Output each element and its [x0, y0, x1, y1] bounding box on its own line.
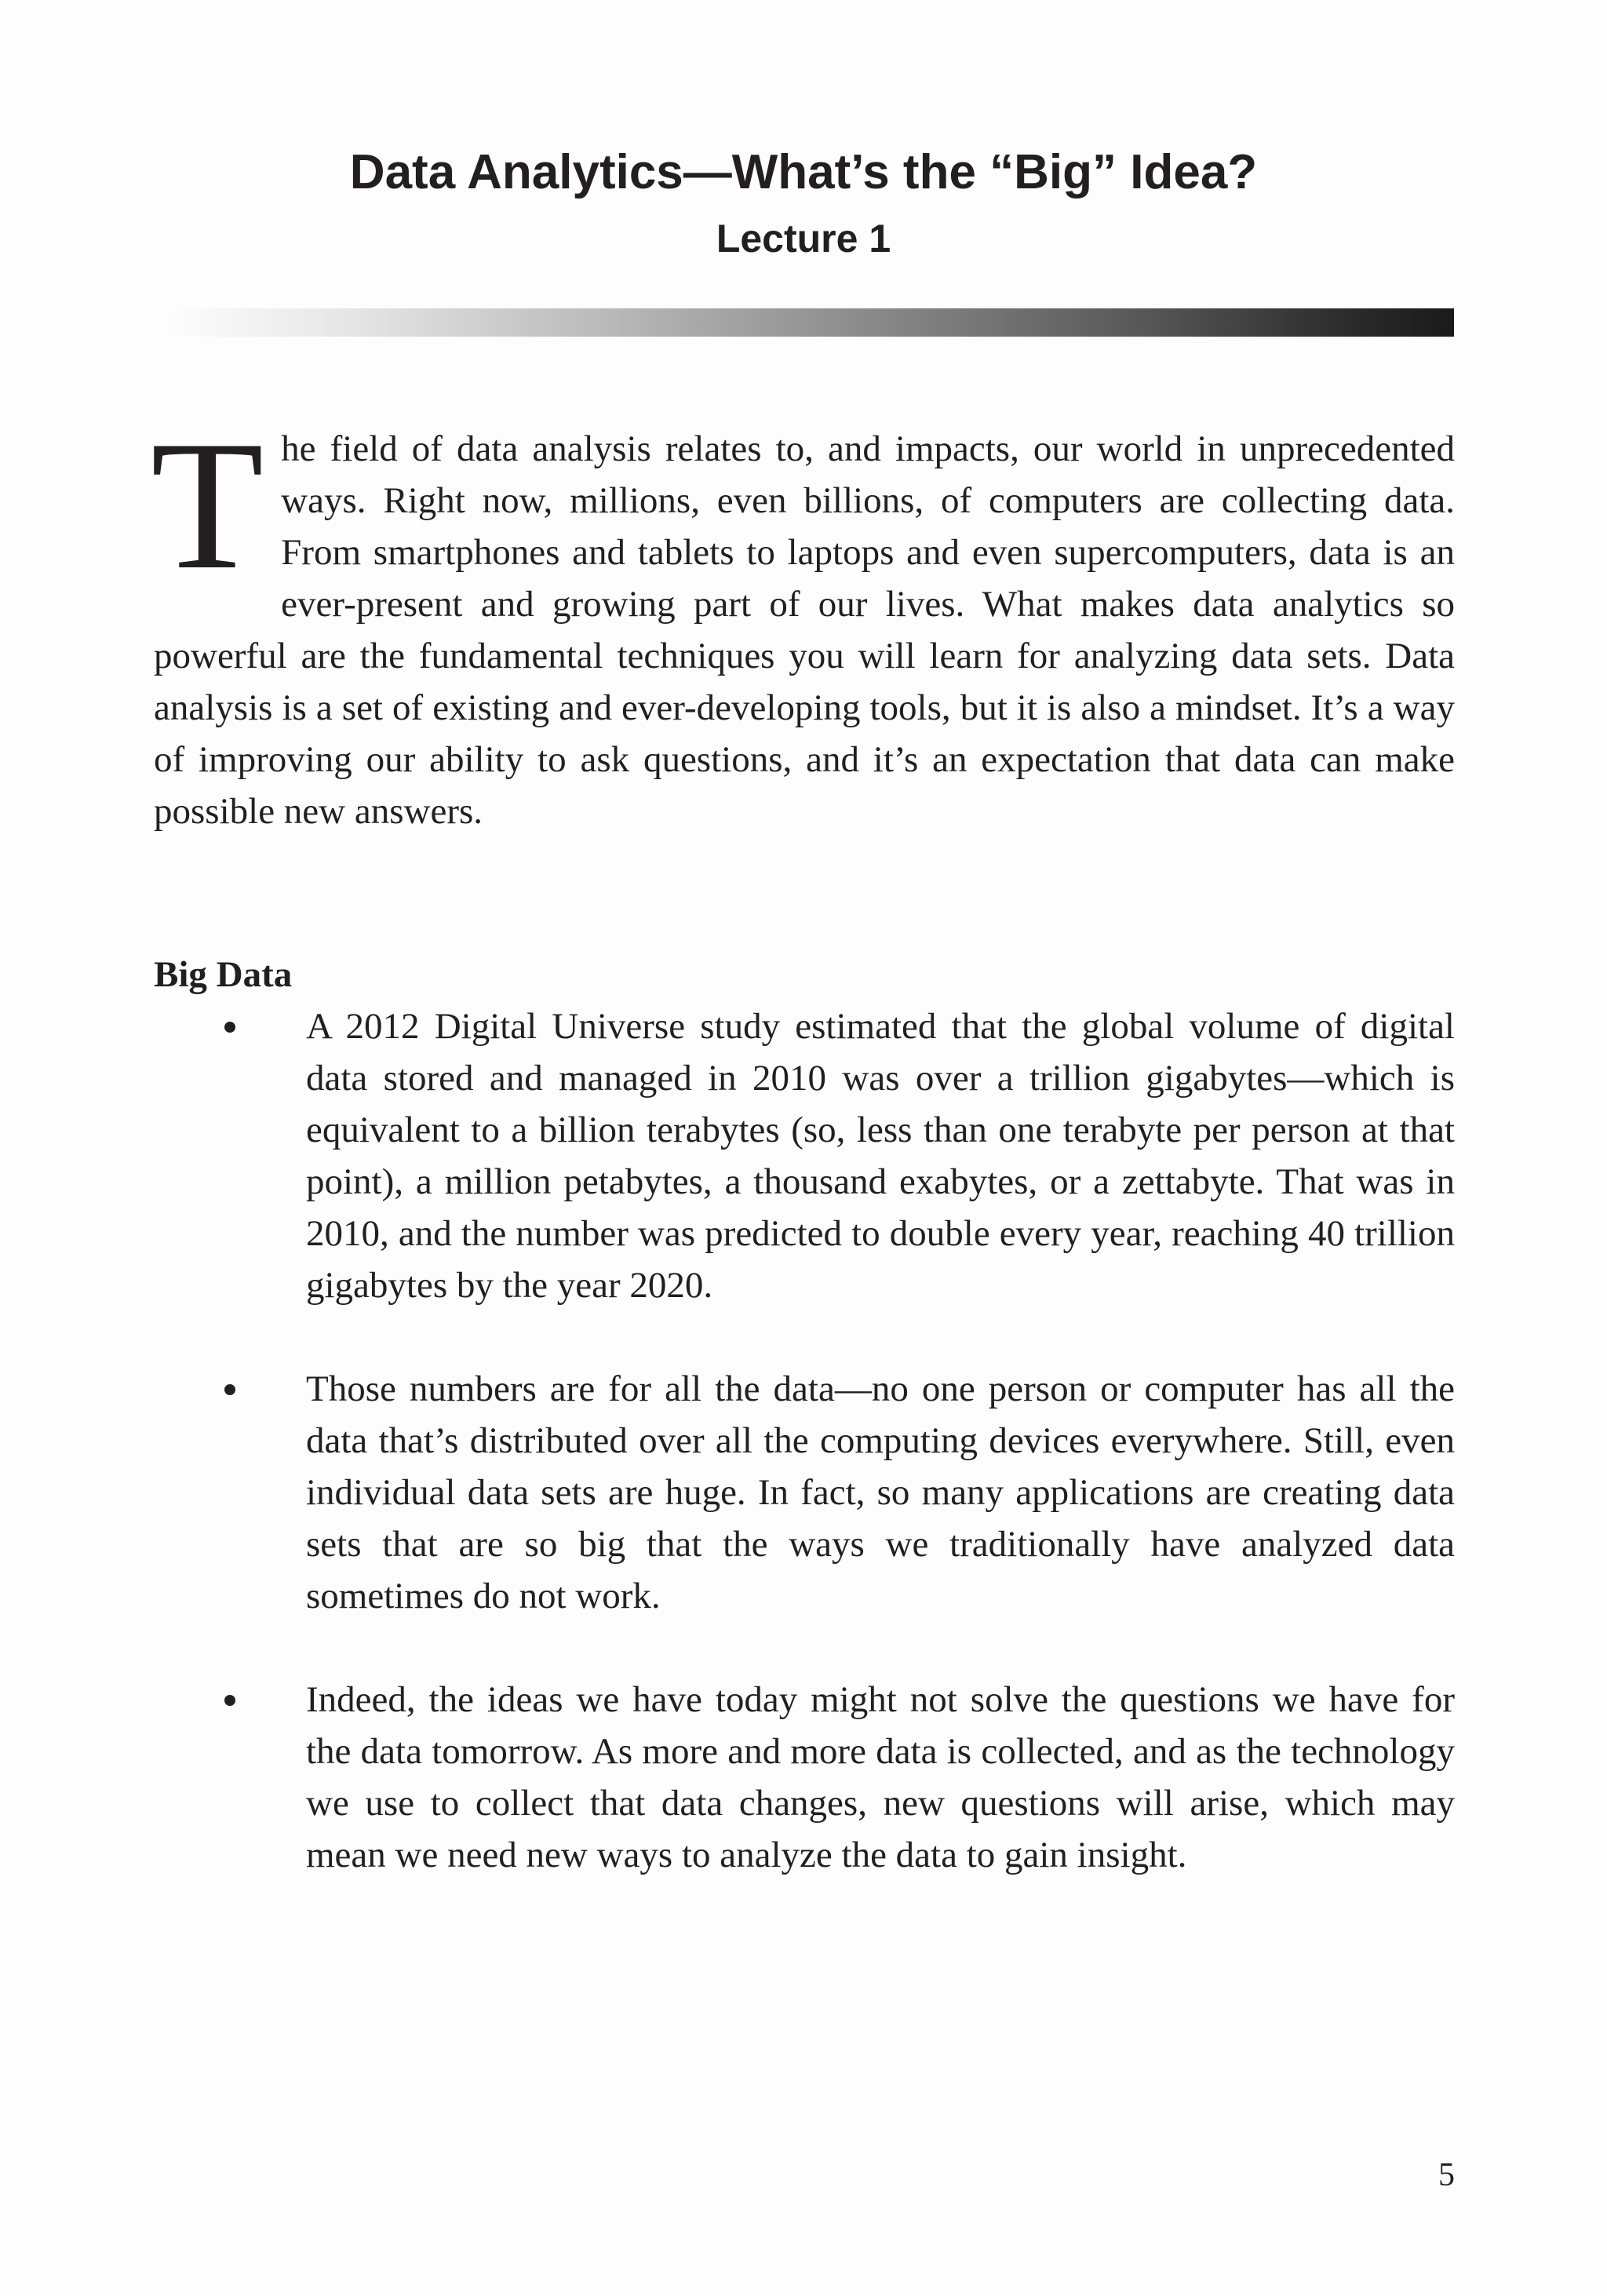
intro-paragraph: [151, 403, 1455, 837]
bullet-icon: [224, 1022, 235, 1033]
list-item-text: A 2012 Digital Universe study estimated that the global volume of digital data stored and managed in 2010 was over a trillion gigabytes—which is equivalent to a billion terabytes (so, less than one terabyte per person at that point), a million petabytes, a thousand exabytes, or a zettabyte. That was in 2010, and the number was predicted to double every year, reaching 40 trillion gigabytes by the year 2020.: [306, 1006, 1455, 1306]
bullet-icon: [224, 1384, 235, 1395]
list-item: [154, 1000, 1455, 1311]
list-item-text: Indeed, the ideas we have today might not solve the questions we have for the data tomorrow. As more and more data is collected, and as the technology we use to collect that data changes, new questions will arise, which may mean we need new ways to analyze the data to gain insight.: [306, 1679, 1455, 1875]
list-item: [154, 1363, 1455, 1622]
page-title: Data Analytics—What’s the “Big” Idea?: [349, 145, 1258, 199]
intro-text: he field of data analysis relates to, and impacts, our world in unprecedented ways. Right now, millions, even billions, of computers are collecting data. From smartphones and tablets to laptops and even supercomputers, data is an ever-present and growing part of our lives. What makes data analytics so powerful are the fundamental techniques you will learn for analyzing data sets. Data analysis is a set of existing and ever-developing tools, but it is also a mindset. It’s a way of improving our ability to ask questions, and it’s an expectation that data can make possible new answers.: [154, 428, 1455, 832]
bullet-list: [154, 1000, 1455, 1881]
section-heading: Big Data: [154, 954, 293, 995]
page-number: 5: [1438, 2157, 1455, 2193]
lecture-subtitle: Lecture 1: [716, 217, 891, 261]
bullet-icon: [224, 1695, 235, 1706]
list-item-text: Those numbers are for all the data—no one person or computer has all the data that’s distributed over all the computing devices everywhere. Still, even individual data sets are huge. In fact, so many applications are creating data sets that are so big that the ways we traditionally have analyzed data sometimes do not work.: [306, 1368, 1455, 1616]
gradient-divider: [153, 308, 1454, 337]
list-item: [154, 1674, 1455, 1881]
drop-cap: T: [151, 403, 264, 608]
